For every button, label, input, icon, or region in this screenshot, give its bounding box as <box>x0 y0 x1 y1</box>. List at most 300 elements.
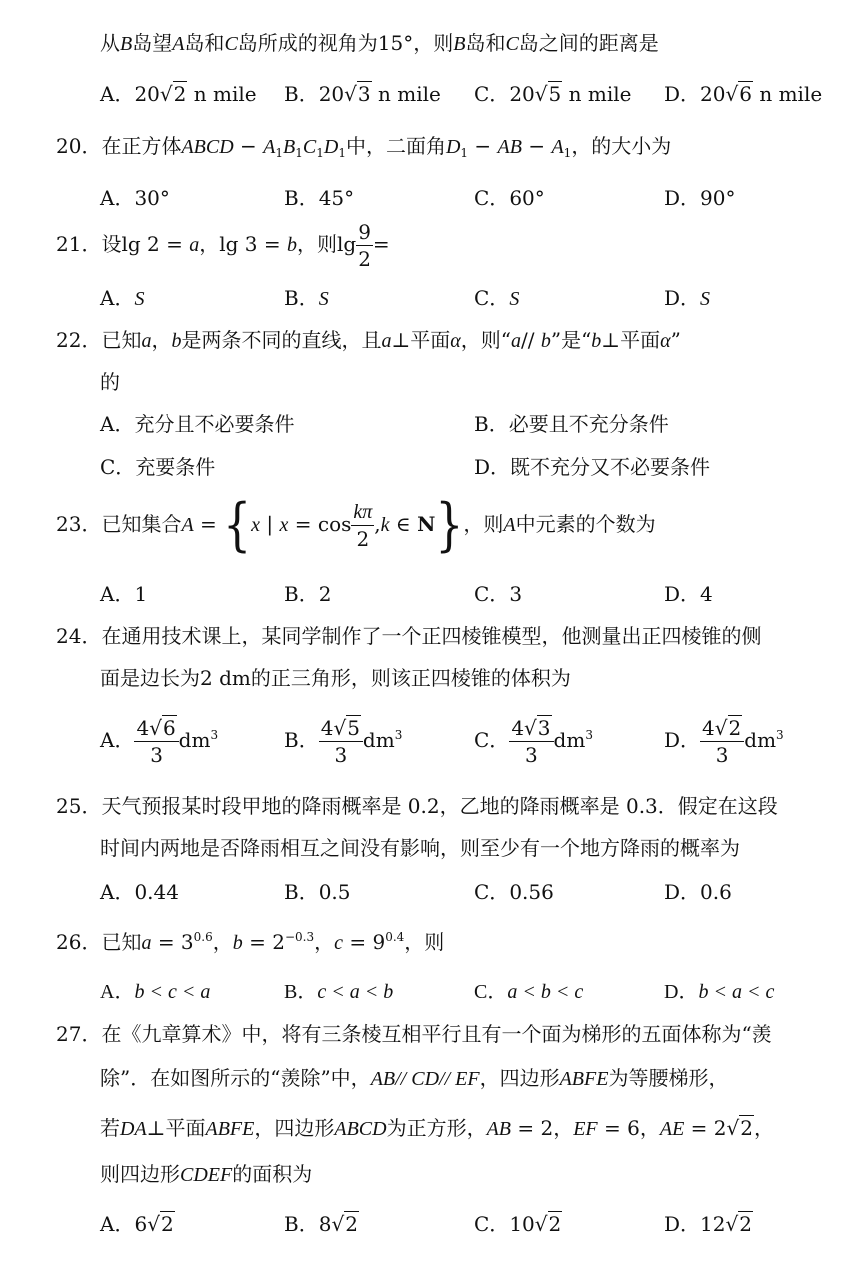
q26-stem <box>56 932 444 953</box>
math-token: ABCD <box>334 1118 387 1140</box>
q21-stem <box>56 222 390 269</box>
math-token: S <box>134 288 145 310</box>
math-token: CDEF <box>180 1164 233 1186</box>
math-token: c < a < b <box>317 981 394 1003</box>
q19-stem-line <box>100 33 659 54</box>
math-token: 充要条件 <box>135 455 216 479</box>
math-token: 为等腰梯形， <box>608 1066 729 1090</box>
math-token: 中元素的个数为 <box>515 512 656 536</box>
q19-option-a[interactable] <box>100 84 257 104</box>
q22-option-a[interactable] <box>100 414 294 434</box>
math-token: 0.4 <box>385 930 405 944</box>
math-token: 在正方体 <box>101 134 182 158</box>
math-token: AB <box>486 1118 512 1140</box>
math-token: 30° <box>134 186 170 210</box>
math-token: B． <box>284 981 318 1003</box>
math-token: 5 <box>347 716 360 740</box>
math-token: = 2 <box>249 930 285 954</box>
math-token <box>700 718 744 741</box>
q22-option-c[interactable] <box>100 457 215 477</box>
math-token: dm <box>553 728 586 752</box>
math-token: n mile <box>759 82 823 106</box>
q24-option-c[interactable] <box>474 718 593 765</box>
math-token: ，的大小为 <box>571 134 672 158</box>
q23-option-b[interactable] <box>284 584 331 604</box>
math-token: ，则 <box>404 930 445 954</box>
left-brace: { <box>223 491 252 558</box>
math-token: kπ <box>353 501 373 523</box>
math-token: A <box>263 136 276 158</box>
math-token: A． <box>100 582 135 606</box>
math-token: x <box>251 514 261 536</box>
math-token: x <box>279 514 289 536</box>
math-token: dm <box>178 728 211 752</box>
math-token: D． <box>664 186 701 210</box>
math-token: 3 <box>585 728 593 742</box>
text: 岛望 <box>132 31 173 55</box>
sqrt: √6 <box>725 82 752 106</box>
math-token: 3 <box>319 741 363 765</box>
text: 岛和 <box>184 31 225 55</box>
math-token: 26． <box>56 930 102 954</box>
math-token: ，则 <box>296 232 337 256</box>
var-B: B <box>453 33 466 55</box>
math-token: 2 <box>345 1212 358 1236</box>
math-token: 4 <box>511 716 525 740</box>
q24-stem-line2 <box>100 668 571 688</box>
math-token: A． <box>100 286 135 310</box>
math-token: , <box>374 512 381 536</box>
q23-option-d[interactable] <box>664 584 713 604</box>
q25-stem <box>56 796 778 816</box>
math-token: A <box>503 514 516 536</box>
sqrt: √5 <box>534 82 562 106</box>
q23-stem <box>56 491 656 558</box>
math-token: √3 <box>524 716 551 740</box>
math-token: EF <box>573 1118 598 1140</box>
var-C: C <box>505 33 519 55</box>
math-token: C． <box>474 286 510 310</box>
q21-option-c[interactable] <box>474 288 519 309</box>
math-token: 0.6 <box>193 930 213 944</box>
math-token: 3 <box>776 728 784 742</box>
math-token: 既不充分又不必要条件 <box>510 455 711 479</box>
math-token: | <box>266 512 274 536</box>
q19-option-c[interactable] <box>474 84 631 104</box>
math-token: a < b < c <box>507 981 584 1003</box>
math-token: 27． <box>56 1022 102 1046</box>
math-token: = 2 <box>690 1116 727 1140</box>
sqrt: √3 <box>344 82 371 106</box>
math-token: 0.56 <box>509 880 554 904</box>
math-token: ABFE <box>559 1068 609 1090</box>
q25-option-a[interactable] <box>100 882 179 902</box>
math-token: B． <box>284 82 319 106</box>
q20-option-b[interactable] <box>284 188 354 208</box>
math-token: 在《九章算术》中，将有三条棱互相平行且有一个面为梯形的五面体称为“羡 <box>101 1022 772 1046</box>
math-token: 23． <box>56 512 102 536</box>
math-token: 设 <box>101 232 122 256</box>
math-token: b <box>540 330 551 352</box>
math-token: lg 2 = <box>121 232 183 256</box>
math-token: 3 <box>134 741 178 765</box>
q26-option-d[interactable] <box>664 982 774 1002</box>
q25-option-c[interactable] <box>474 882 554 902</box>
math-token: ， <box>199 232 220 256</box>
math-token <box>134 718 178 741</box>
math-token: 平面 <box>620 328 661 352</box>
math-token: α <box>450 330 461 352</box>
math-token: ”是“ <box>550 328 592 352</box>
math-token: 4 <box>700 582 713 606</box>
math-token: ” <box>670 328 681 352</box>
math-token: 20 <box>318 82 345 106</box>
q21-option-d[interactable] <box>664 288 710 309</box>
q27-stem-line4 <box>100 1164 312 1185</box>
math-token: 充分且不必要条件 <box>134 412 295 436</box>
math-token: 0.5 <box>318 880 351 904</box>
math-token: n mile <box>193 82 257 106</box>
math-token: 3 <box>537 716 551 740</box>
fraction <box>700 718 744 765</box>
math-token: 3 <box>700 741 744 765</box>
math-token: a <box>189 234 200 256</box>
q20-option-d[interactable] <box>664 188 736 208</box>
fraction <box>356 222 373 269</box>
math-token: A． <box>100 880 135 904</box>
math-token: 3 <box>210 728 219 742</box>
math-token: C． <box>100 455 136 479</box>
q21-option-b[interactable] <box>284 288 329 309</box>
math-token: AB <box>497 136 522 158</box>
math-token: = cos <box>294 512 352 536</box>
math-token: A <box>551 136 564 158</box>
math-token: − <box>240 134 257 158</box>
math-token: √2 <box>725 1212 752 1236</box>
var-A: A <box>172 33 185 55</box>
q22-stem-line2: 的 <box>100 370 120 394</box>
math-token: ABCD <box>181 136 234 158</box>
math-token: lg <box>336 232 357 256</box>
math-token: AE <box>659 1118 685 1140</box>
math-token: b <box>171 330 182 352</box>
math-token: 8 <box>318 1212 332 1236</box>
math-token: ，则 <box>463 512 504 536</box>
math-token: 则四边形 <box>100 1162 180 1186</box>
math-token: D <box>323 136 339 158</box>
math-token: ABFE <box>205 1118 255 1140</box>
math-token: N <box>417 512 436 536</box>
fraction <box>319 718 363 765</box>
q25-option-d[interactable] <box>664 882 732 902</box>
math-token: c <box>334 932 343 954</box>
math-token: D． <box>664 82 701 106</box>
math-token: 4 <box>320 716 334 740</box>
math-token: = <box>200 512 217 536</box>
math-token: S <box>509 288 520 310</box>
fraction <box>351 502 374 549</box>
var-B: B <box>120 33 133 55</box>
math-token: 2 <box>160 1212 174 1236</box>
math-token: ，四边形 <box>479 1066 560 1090</box>
math-token: 22． <box>56 328 102 352</box>
math-token: ⊥ <box>601 328 621 352</box>
q26-option-a[interactable] <box>100 982 210 1002</box>
math-token: 6 <box>162 716 176 740</box>
q24-option-d[interactable] <box>664 718 784 765</box>
q27-stem <box>56 1024 772 1044</box>
math-token: C <box>302 136 317 158</box>
math-token: 3 <box>509 741 553 765</box>
math-token: 已知 <box>101 328 142 352</box>
math-token: D． <box>664 1212 701 1236</box>
math-token: 2 <box>351 525 374 549</box>
math-token: 2 <box>548 1212 562 1236</box>
math-token: 2 <box>740 1116 753 1140</box>
q23-option-c[interactable] <box>474 584 522 604</box>
math-token: 除”．在如图所示的“羡除”中， <box>100 1066 371 1090</box>
math-token: dm <box>362 728 395 752</box>
math-token: 的正三角形，则该正四棱锥的体积为 <box>250 666 571 690</box>
math-token: √2 <box>147 1212 174 1236</box>
math-token: S <box>318 288 329 310</box>
math-token: 2 <box>728 716 742 740</box>
math-token: 21． <box>56 232 102 256</box>
math-token: D． <box>474 455 511 479</box>
math-token: 2 <box>318 582 332 606</box>
math-token: a <box>141 330 152 352</box>
math-token: b <box>591 330 602 352</box>
math-token: C． <box>474 82 510 106</box>
math-token: √5 <box>333 716 360 740</box>
math-token: C． <box>474 1212 510 1236</box>
q19-option-b[interactable] <box>284 84 441 104</box>
math-token: 天气预报某时段甲地的降雨概率是 0.2，乙地的降雨概率是 0.3．假定在这段 <box>101 794 778 818</box>
math-token: 面是边长为 <box>100 666 200 690</box>
math-token: = 6， <box>604 1116 660 1140</box>
math-token: ，则“ <box>460 328 511 352</box>
q27-option-a[interactable] <box>100 1214 175 1234</box>
math-token: 25． <box>56 794 102 818</box>
math-token: D． <box>664 286 701 310</box>
math-token: 已知集合 <box>101 512 182 536</box>
math-token: D． <box>664 880 701 904</box>
q27-option-d[interactable] <box>664 1214 753 1234</box>
math-token: 2 <box>173 82 187 106</box>
math-token: = 2， <box>517 1116 574 1140</box>
text: 从 <box>100 31 120 55</box>
math-token: ⊥ <box>391 328 411 352</box>
math-token: C． <box>474 186 510 210</box>
text: 岛之间的距离是 <box>518 31 659 55</box>
math-token <box>509 718 553 741</box>
math-token: ∈ <box>395 512 411 536</box>
math-token: S <box>700 288 711 310</box>
math-token: 1 <box>316 146 324 160</box>
math-token: 10 <box>509 1212 535 1236</box>
math-token: lg 3 = <box>219 232 281 256</box>
q22-option-d[interactable] <box>474 457 710 477</box>
math-token: ， <box>314 930 335 954</box>
math-token: 90° <box>700 186 736 210</box>
math-token: 1 <box>338 146 346 160</box>
math-token: 的面积为 <box>232 1162 313 1186</box>
q22-option-b[interactable] <box>474 414 669 434</box>
q25-stem-line2: 时间内两地是否降雨相互之间没有影响，则至少有一个地方降雨的概率为 <box>100 836 740 860</box>
math-token: a <box>381 330 392 352</box>
q20-option-c[interactable] <box>474 188 545 208</box>
math-token: 5 <box>548 82 562 106</box>
q27-stem-line3 <box>100 1118 774 1139</box>
math-token: B <box>283 136 296 158</box>
math-token: 0.6 <box>700 880 732 904</box>
math-token: 4 <box>702 716 715 740</box>
math-token: C． <box>474 728 510 752</box>
math-token: 20 <box>509 82 535 106</box>
math-token: ，四边形 <box>254 1116 335 1140</box>
math-token: dm <box>744 728 777 752</box>
math-token: 4 <box>136 716 150 740</box>
math-token: 1 <box>295 146 303 160</box>
q24-option-a[interactable] <box>100 718 218 765</box>
math-token: √2 <box>534 1212 562 1236</box>
math-token: 24． <box>56 624 102 648</box>
q21-option-a[interactable] <box>100 288 144 309</box>
math-token: − <box>474 134 492 158</box>
math-token: = 3 <box>157 930 194 954</box>
math-token: 20 <box>134 82 160 106</box>
math-token: 平面 <box>165 1116 206 1140</box>
math-token: ， <box>753 1116 774 1140</box>
text: 岛和 <box>465 31 506 55</box>
math-token: C． <box>474 880 510 904</box>
q19-option-d[interactable] <box>664 84 822 104</box>
q26-option-c[interactable] <box>474 982 583 1002</box>
sqrt: √2 <box>159 82 187 106</box>
math-token: √6 <box>149 716 176 740</box>
math-token: 9 <box>358 220 371 244</box>
math-token: √2 <box>331 1212 358 1236</box>
math-token: D． <box>664 582 701 606</box>
q23-option-a[interactable] <box>100 584 147 604</box>
math-token: 6 <box>739 82 752 106</box>
math-token: B． <box>284 1212 319 1236</box>
text: 岛所成的视角为15°，则 <box>237 31 454 55</box>
math-token: 2 dm <box>200 666 251 690</box>
math-token: 若 <box>100 1116 120 1140</box>
math-token: 3 <box>394 728 403 742</box>
math-token: 20 <box>700 82 726 106</box>
math-token: A． <box>100 1212 135 1236</box>
math-token: AB// CD// EF <box>370 1068 480 1090</box>
math-token: a <box>511 330 521 352</box>
math-token: 12 <box>700 1212 726 1236</box>
math-token: −0.3 <box>284 930 315 944</box>
math-token: C． <box>474 981 508 1003</box>
math-token: A． <box>100 82 135 106</box>
right-brace: } <box>435 491 464 558</box>
math-token: 1 <box>275 146 284 160</box>
math-token: n mile <box>568 82 632 106</box>
math-token: D． <box>664 981 699 1003</box>
math-token: 45° <box>318 186 355 210</box>
math-token: A． <box>100 186 135 210</box>
math-token: 6 <box>134 1212 148 1236</box>
sqrt: √2 <box>726 1116 753 1140</box>
math-token: 是两条不同的直线，且 <box>181 328 382 352</box>
q24-option-b[interactable] <box>284 718 402 765</box>
math-token: A． <box>100 412 135 436</box>
fraction <box>509 718 553 765</box>
math-token: B． <box>284 286 319 310</box>
math-token: 平面 <box>410 328 451 352</box>
q26-option-b[interactable] <box>284 982 393 1002</box>
math-token: 1 <box>460 146 469 160</box>
math-token: 2 <box>739 1212 752 1236</box>
math-token: 1 <box>134 582 148 606</box>
math-token: 1 <box>563 146 572 160</box>
math-token: 20． <box>56 134 102 158</box>
math-token: √2 <box>714 716 742 740</box>
fraction <box>134 718 178 765</box>
q20-stem <box>56 134 672 160</box>
math-token: k <box>380 514 390 536</box>
math-token: D <box>445 136 461 158</box>
math-token: b < c < a <box>134 981 211 1003</box>
math-token: b < a < c <box>698 981 775 1003</box>
q20-option-a[interactable] <box>100 188 170 208</box>
math-token: 在通用技术课上，某同学制作了一个正四棱锥模型，他测量出正四棱锥的侧 <box>101 624 762 648</box>
var-C: C <box>224 33 238 55</box>
math-token: n mile <box>378 82 441 106</box>
math-token: 2 <box>358 247 371 271</box>
math-token: B． <box>474 412 509 436</box>
math-token: C． <box>474 582 510 606</box>
math-token: b <box>232 932 243 954</box>
math-token: 3 <box>509 582 523 606</box>
math-token: 必要且不充分条件 <box>508 412 669 436</box>
math-token: DA <box>120 1118 147 1140</box>
math-token: B． <box>284 880 319 904</box>
q27-option-c[interactable] <box>474 1214 562 1234</box>
math-token: 60° <box>509 186 545 210</box>
q27-option-b[interactable] <box>284 1214 359 1234</box>
math-token: 中，二面角 <box>345 134 446 158</box>
math-token: a <box>141 932 152 954</box>
math-token: α <box>660 330 671 352</box>
q24-stem <box>56 626 761 646</box>
math-token: = 9 <box>349 930 386 954</box>
math-token: ， <box>151 328 172 352</box>
math-token: D． <box>664 728 701 752</box>
math-token: A． <box>100 981 135 1003</box>
math-token: // <box>521 328 535 352</box>
math-token: b <box>286 234 297 256</box>
math-token: = <box>372 232 390 256</box>
math-token: ⊥ <box>146 1116 166 1140</box>
math-token: 已知 <box>101 930 142 954</box>
math-token: ， <box>212 930 233 954</box>
q25-option-b[interactable] <box>284 882 351 902</box>
math-token: A． <box>100 728 135 752</box>
math-token: 0.44 <box>134 880 179 904</box>
math-token: B． <box>284 728 319 752</box>
math-token: 3 <box>357 82 371 106</box>
math-token: − <box>528 134 546 158</box>
math-token: A <box>181 514 194 536</box>
math-token: B． <box>284 186 319 210</box>
math-token: B． <box>284 582 319 606</box>
